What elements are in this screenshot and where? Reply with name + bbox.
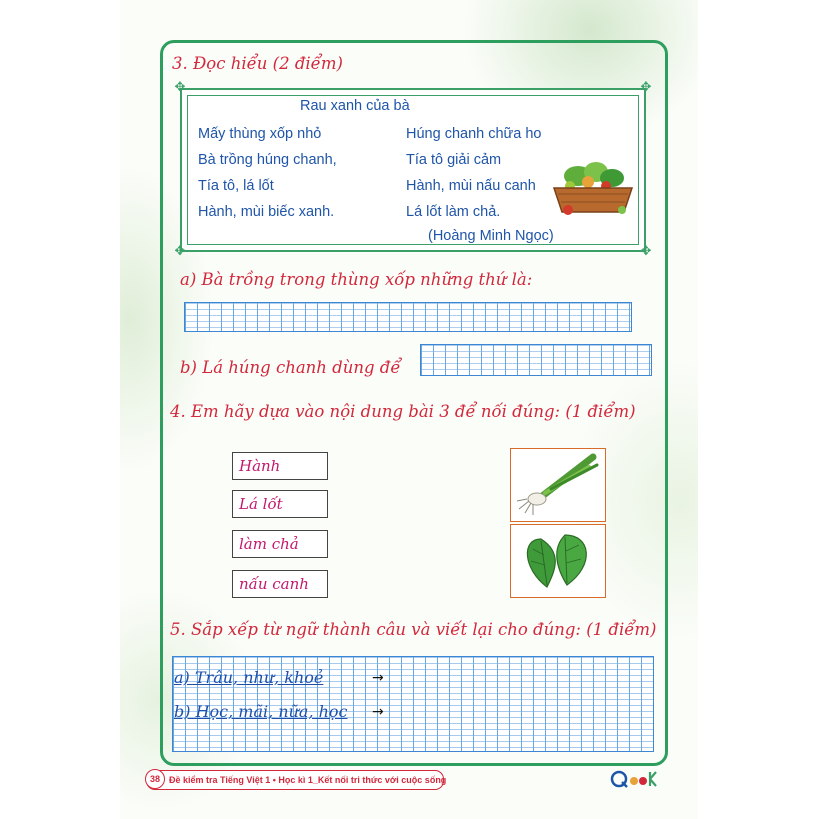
arrow-icon: →: [372, 704, 384, 720]
poem-left-line: Hành, mùi biếc xanh.: [198, 204, 335, 220]
poem-box: [174, 80, 652, 259]
footer-banner: [146, 770, 447, 790]
question-b: b) Lá húng chanh dùng để: [180, 358, 401, 377]
corner-ornament-icon: ✥: [640, 244, 652, 259]
word-box-lam-cha[interactable]: làm chả: [232, 530, 328, 558]
corner-ornament-icon: ✥: [174, 244, 186, 259]
arrow-icon: →: [372, 670, 384, 686]
poem-left-line: Bà trồng húng chanh,: [198, 152, 337, 168]
poem-author: (Hoàng Minh Ngọc): [428, 228, 554, 244]
publisher-logo-icon: [610, 768, 658, 790]
image-box-onion[interactable]: [510, 448, 606, 522]
word-box-nau-canh[interactable]: nấu canh: [232, 570, 328, 598]
betel-leaf-icon: [511, 525, 605, 597]
green-onion-icon: [511, 449, 605, 521]
question-a: a) Bà trồng trong thùng xốp những thứ là:: [180, 270, 533, 289]
section-4-heading: 4. Em hãy dựa vào nội dung bài 3 để nối đúng: (1 điểm): [170, 402, 636, 421]
page-number: 38: [145, 769, 165, 789]
corner-ornament-icon: ✥: [640, 80, 652, 95]
poem-title: Rau xanh của bà: [300, 98, 410, 114]
corner-ornament-icon: ✥: [174, 80, 186, 95]
footer-text: Đề kiểm tra Tiếng Việt 1 • Học kì 1_Kết nối tri thức với cuộc sống: [169, 775, 447, 785]
word-box-la-lot[interactable]: Lá lốt: [232, 490, 328, 518]
section-3-heading: 3. Đọc hiểu (2 điểm): [172, 54, 343, 73]
item-b: b) Học, mãi, nữa, học: [174, 702, 348, 721]
poem-right-line: Hành, mùi nấu canh: [406, 178, 536, 194]
poem-right-line: Húng chanh chữa ho: [406, 126, 542, 142]
poem-left-line: Tía tô, lá lốt: [198, 178, 274, 194]
image-box-leaf[interactable]: [510, 524, 606, 598]
section-5-heading: 5. Sắp xếp từ ngữ thành câu và viết lại cho đúng: (1 điểm): [170, 620, 657, 639]
worksheet-page: [120, 0, 698, 819]
poem-right-line: Tía tô giải cảm: [406, 152, 502, 168]
word-box-hanh[interactable]: Hành: [232, 452, 328, 480]
vegetable-basket-icon: [548, 156, 638, 218]
poem-left-line: Mấy thùng xốp nhỏ: [198, 126, 322, 142]
answer-grid-b[interactable]: [420, 344, 652, 376]
poem-right-line: Lá lốt làm chả.: [406, 204, 501, 220]
answer-grid-a[interactable]: [184, 302, 632, 332]
item-a: a) Trâu, như, khoẻ: [174, 668, 324, 687]
